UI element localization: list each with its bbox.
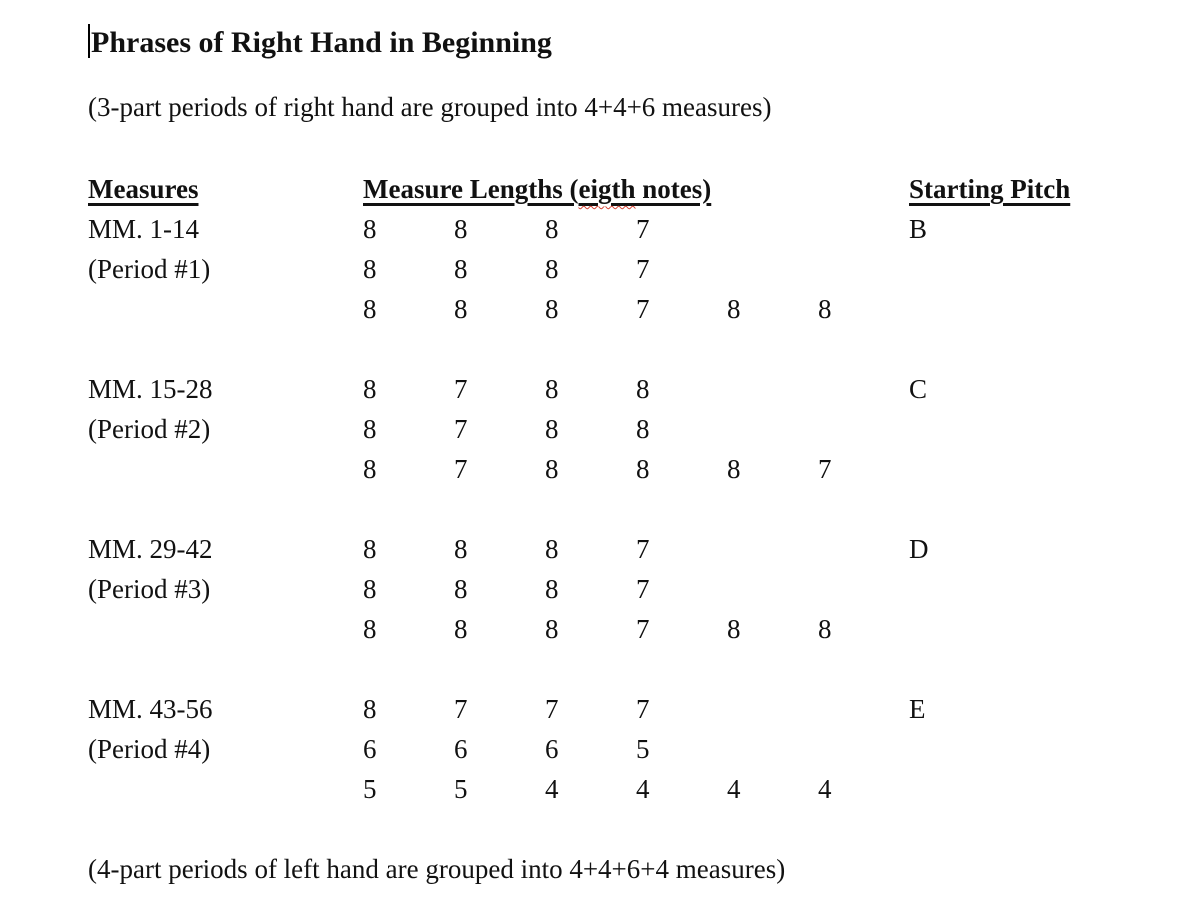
pitch-value: C xyxy=(909,374,928,404)
length-value xyxy=(727,369,818,409)
column-header-pitch: Starting Pitch xyxy=(909,174,1071,204)
pitch-value xyxy=(909,729,1159,769)
length-value xyxy=(818,729,909,769)
pitch-value xyxy=(909,289,1159,329)
length-value: 8 xyxy=(636,454,650,484)
measures-label: MM. 29-42 xyxy=(88,534,213,564)
pitch-value xyxy=(909,609,1159,649)
misspelled-word: eigth xyxy=(578,174,636,204)
length-value: 7 xyxy=(454,454,468,484)
length-value: 7 xyxy=(636,214,650,244)
table-row xyxy=(88,769,1159,809)
pitch-value xyxy=(909,409,1159,449)
length-value xyxy=(818,409,909,449)
length-value: 7 xyxy=(636,534,650,564)
header-cell-measures xyxy=(88,169,363,209)
length-value: 8 xyxy=(727,454,741,484)
table-row xyxy=(88,569,1159,609)
length-value: 5 xyxy=(636,734,650,764)
length-value: 8 xyxy=(363,454,377,484)
pitch-value xyxy=(909,249,1159,289)
length-value: 8 xyxy=(454,294,468,324)
length-value: 6 xyxy=(363,734,377,764)
length-value xyxy=(727,409,818,449)
pitch-value xyxy=(909,769,1159,809)
empty-label xyxy=(88,449,363,489)
measures-label: MM. 43-56 xyxy=(88,694,213,724)
length-value: 7 xyxy=(454,374,468,404)
length-value xyxy=(727,569,818,609)
length-value: 8 xyxy=(454,214,468,244)
lengths-header-prefix: Measure Lengths ( xyxy=(363,174,579,204)
empty-label xyxy=(88,289,363,329)
subtitle: (3-part periods of right hand are grouped into 4+4+6 measures) xyxy=(88,92,772,122)
length-value xyxy=(727,529,818,569)
table-row xyxy=(88,409,1159,449)
length-value xyxy=(727,209,818,249)
pitch-value xyxy=(909,569,1159,609)
length-value xyxy=(818,689,909,729)
length-value: 8 xyxy=(727,614,741,644)
period-label: (Period #4) xyxy=(88,734,211,764)
length-value: 5 xyxy=(454,774,468,804)
measures-label: MM. 1-14 xyxy=(88,214,200,244)
length-value: 8 xyxy=(454,614,468,644)
page-title: Phrases of Right Hand in Beginning xyxy=(91,26,552,59)
pitch-value: D xyxy=(909,534,929,564)
measures-label: MM. 15-28 xyxy=(88,374,213,404)
length-value: 4 xyxy=(545,774,559,804)
length-value: 7 xyxy=(636,294,650,324)
length-value: 7 xyxy=(818,454,832,484)
length-value: 8 xyxy=(818,294,832,324)
length-value: 8 xyxy=(363,574,377,604)
header-cell-pitch xyxy=(909,169,1159,209)
length-value: 7 xyxy=(636,574,650,604)
length-value: 8 xyxy=(545,454,559,484)
length-value: 7 xyxy=(454,414,468,444)
length-value: 8 xyxy=(454,534,468,564)
table-row xyxy=(88,369,1159,409)
length-value: 8 xyxy=(545,614,559,644)
footer-note: (4-part periods of left hand are grouped into 4+4+6+4 measures) xyxy=(88,854,786,884)
length-value: 4 xyxy=(727,774,741,804)
length-value: 7 xyxy=(636,614,650,644)
table-row xyxy=(88,609,1159,649)
length-value: 6 xyxy=(545,734,559,764)
column-header-lengths xyxy=(363,174,711,204)
length-value xyxy=(818,529,909,569)
header-cell-lengths xyxy=(363,169,909,209)
length-value: 8 xyxy=(545,374,559,404)
length-value: 8 xyxy=(454,574,468,604)
length-value xyxy=(727,249,818,289)
empty-label xyxy=(88,609,363,649)
length-value: 8 xyxy=(545,574,559,604)
title-line xyxy=(88,22,1159,69)
table-row xyxy=(88,529,1159,569)
length-value: 4 xyxy=(636,774,650,804)
table-row xyxy=(88,689,1159,729)
length-value: 5 xyxy=(363,774,377,804)
lengths-header-suffix: notes) xyxy=(635,174,712,204)
length-value: 7 xyxy=(454,694,468,724)
length-value: 4 xyxy=(818,774,832,804)
table-row xyxy=(88,729,1159,769)
length-value: 8 xyxy=(545,294,559,324)
pitch-value xyxy=(909,449,1159,489)
length-value: 8 xyxy=(545,414,559,444)
length-value: 7 xyxy=(636,254,650,284)
length-value: 8 xyxy=(636,414,650,444)
length-value xyxy=(818,369,909,409)
pitch-value: E xyxy=(909,694,926,724)
length-value: 7 xyxy=(636,694,650,724)
length-value: 8 xyxy=(636,374,650,404)
period-label: (Period #1) xyxy=(88,254,211,284)
length-value: 8 xyxy=(454,254,468,284)
length-value: 8 xyxy=(363,254,377,284)
table-row xyxy=(88,289,1159,329)
pitch-value: B xyxy=(909,214,928,244)
length-value: 8 xyxy=(545,214,559,244)
length-value: 7 xyxy=(545,694,559,724)
length-value xyxy=(818,249,909,289)
column-header-measures: Measures xyxy=(88,174,199,204)
length-value: 8 xyxy=(363,534,377,564)
measure-table-body xyxy=(88,209,1159,809)
length-value: 8 xyxy=(545,534,559,564)
length-value: 8 xyxy=(363,294,377,324)
length-value xyxy=(818,569,909,609)
length-value: 8 xyxy=(363,694,377,724)
table-row xyxy=(88,449,1159,489)
length-value xyxy=(727,729,818,769)
length-value: 8 xyxy=(727,294,741,324)
length-value: 8 xyxy=(545,254,559,284)
length-value xyxy=(727,689,818,729)
period-label: (Period #2) xyxy=(88,414,211,444)
length-value: 8 xyxy=(363,214,377,244)
empty-label xyxy=(88,769,363,809)
text-cursor xyxy=(88,24,90,58)
length-value: 6 xyxy=(454,734,468,764)
length-value: 8 xyxy=(363,374,377,404)
table-header-row xyxy=(88,169,1159,209)
length-value: 8 xyxy=(363,414,377,444)
length-value xyxy=(818,209,909,249)
table-row xyxy=(88,249,1159,289)
length-value: 8 xyxy=(818,614,832,644)
period-label: (Period #3) xyxy=(88,574,211,604)
length-value: 8 xyxy=(363,614,377,644)
table-row xyxy=(88,209,1159,249)
